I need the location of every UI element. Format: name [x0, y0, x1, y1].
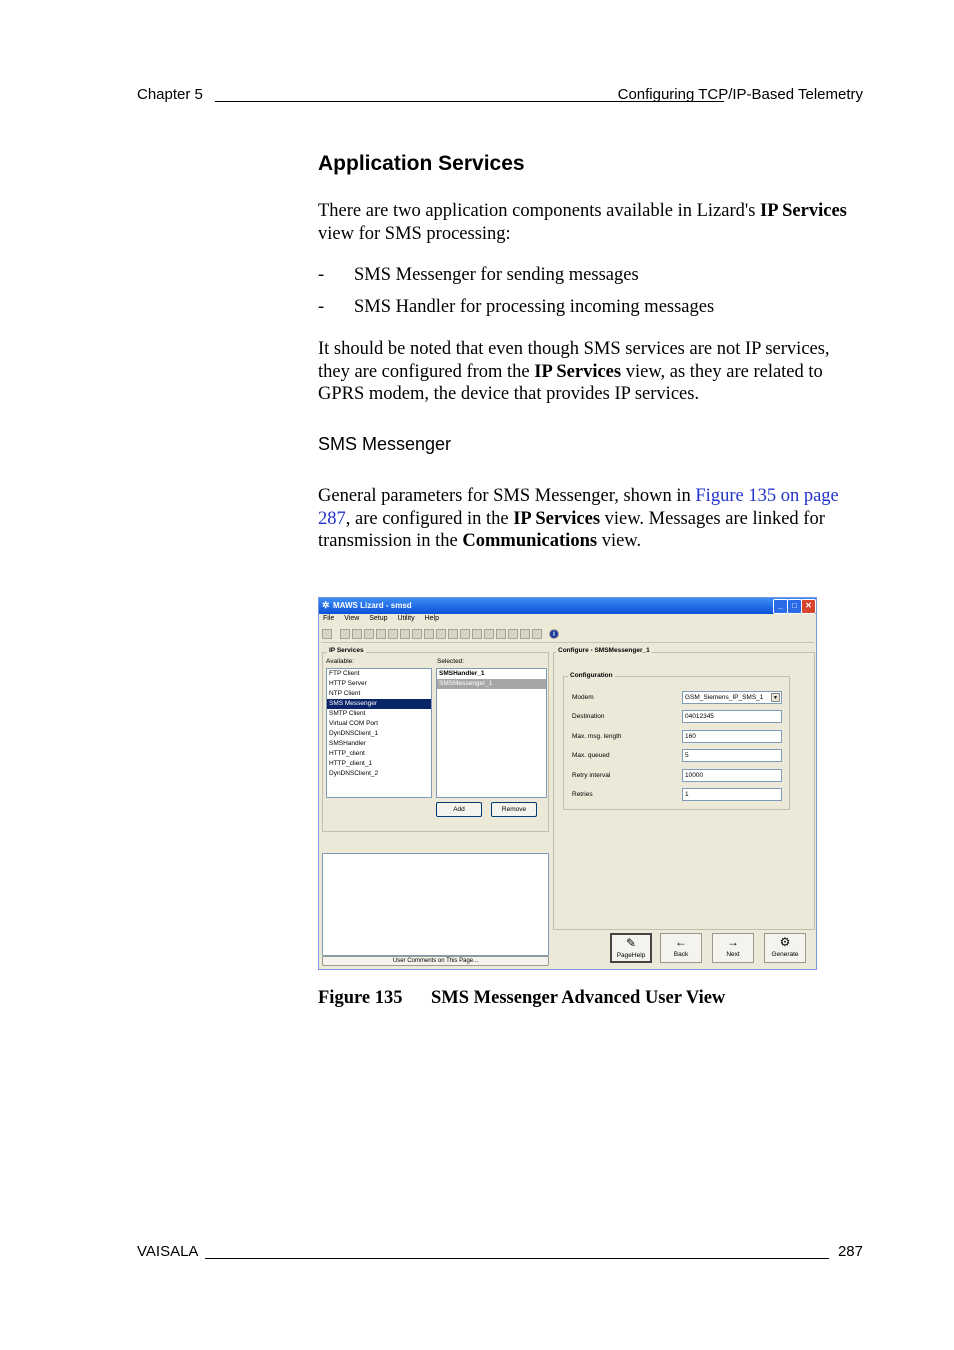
messenger-paragraph: General parameters for SMS Messenger, shown in Figure 135 on page 287, are configured in the IP Services view. Messages are linked for transmission in the Communications view. [318, 486, 839, 551]
figure-link[interactable]: Figure 135 on page 287 [318, 486, 839, 529]
toolbar-button-icon[interactable] [352, 629, 362, 639]
toolbar-button-icon[interactable] [460, 629, 470, 639]
toolbar-button-icon[interactable] [448, 629, 458, 639]
section-heading: Application Services [318, 152, 525, 175]
toolbar-button-icon[interactable] [340, 629, 350, 639]
lizard-window-screenshot [318, 597, 817, 970]
chapter-title: Configuring TCP/IP-Based Telemetry [617, 86, 863, 103]
list-item[interactable]: NTP Client [329, 690, 361, 697]
toolbar-button-icon[interactable] [424, 629, 434, 639]
selected-label: Selected: [437, 658, 465, 665]
list-item[interactable]: FTP Client [329, 670, 360, 677]
list-item[interactable]: HTTP_client [329, 750, 365, 757]
max-msg-length-label: Max. msg. length [572, 733, 622, 740]
list-item[interactable]: SMTP Client [329, 710, 366, 717]
list-item[interactable]: DynDNSClient_1 [329, 730, 379, 737]
minimize-icon[interactable]: _ [773, 599, 788, 614]
list-item[interactable]: SMSHandler_1 [439, 670, 485, 677]
destination-label: Destination [572, 713, 605, 720]
toolbar-button-icon[interactable] [496, 629, 506, 639]
add-button[interactable]: Add [436, 802, 482, 817]
list-item[interactable]: SMSMessenger_1 [437, 679, 546, 689]
menu-utility[interactable]: Utility [397, 615, 415, 622]
menu-help[interactable]: Help [424, 615, 439, 622]
page-header [137, 86, 863, 106]
footer-rule [205, 1258, 829, 1259]
chevron-down-icon[interactable]: ▼ [771, 693, 780, 702]
toolbar-button-icon[interactable] [520, 629, 530, 639]
next-button[interactable]: → Next [712, 933, 754, 963]
menu-setup[interactable]: Setup [369, 615, 388, 622]
title-bar [319, 598, 816, 614]
modem-select[interactable]: GSM_Siemens_IP_SMS_1 ▼ [682, 691, 782, 704]
figure-number: Figure 135 [318, 988, 403, 1008]
subsection-heading: SMS Messenger [318, 434, 452, 454]
toolbar-button-icon[interactable] [484, 629, 494, 639]
generate-button[interactable]: ⚙ Generate [764, 933, 806, 963]
toolbar-button-icon[interactable] [400, 629, 410, 639]
retries-field[interactable]: 1 [682, 788, 782, 801]
ip-services-label: IP Services [329, 647, 364, 654]
list-item[interactable]: DynDNSClient_2 [329, 770, 379, 777]
list-item[interactable]: HTTP_client_1 [329, 760, 372, 767]
list-item[interactable]: SMSHandler [329, 740, 366, 747]
max-queued-label: Max. queued [572, 752, 610, 759]
close-icon[interactable]: ✕ [801, 599, 816, 614]
note-paragraph: It should be noted that even though SMS services are not IP services, they are configured from the IP Services view, as they are related to GPRS modem, the device that provides IP services. [318, 339, 830, 404]
company-name: VAISALA [137, 1243, 199, 1260]
remove-button[interactable]: Remove [491, 802, 537, 817]
toolbar-button-icon[interactable] [532, 629, 542, 639]
page-number: 287 [837, 1243, 863, 1260]
menu-file[interactable]: File [323, 615, 335, 622]
app-icon: ✲ [322, 600, 330, 610]
arrow-left-icon: ← [675, 935, 687, 949]
figure-title: SMS Messenger Advanced User View [431, 988, 726, 1008]
window-title: MAWS Lizard - smsd [333, 601, 412, 610]
retry-interval-label: Retry interval [572, 772, 611, 779]
back-button[interactable]: ← Back [660, 933, 702, 963]
help-icon: ✎ [625, 936, 637, 950]
pagehelp-button[interactable]: ✎ PageHelp [610, 933, 652, 963]
available-label: Available: [326, 658, 355, 665]
arrow-right-icon: → [727, 935, 739, 949]
toolbar-button-icon[interactable] [412, 629, 422, 639]
destination-field[interactable]: 04012345 [682, 710, 782, 723]
configure-label: Configure - SMSMessenger_1 [558, 647, 650, 654]
toolbar [321, 628, 814, 643]
selected-list[interactable] [436, 668, 547, 798]
toolbar-button-icon[interactable] [436, 629, 446, 639]
toolbar-button-icon[interactable] [472, 629, 482, 639]
menu-view[interactable]: View [344, 615, 360, 622]
configuration-group [563, 672, 790, 810]
max-queued-field[interactable]: 5 [682, 749, 782, 762]
maximize-icon[interactable]: □ [787, 599, 802, 614]
toolbar-button-icon[interactable] [364, 629, 374, 639]
retry-interval-field[interactable]: 10000 [682, 769, 782, 782]
toolbar-button-icon[interactable] [376, 629, 386, 639]
list-item[interactable]: SMS Messenger [327, 699, 431, 709]
gears-icon: ⚙ [779, 935, 791, 949]
toolbar-button-icon[interactable] [322, 629, 332, 639]
retries-label: Retries [572, 791, 593, 798]
modem-label: Modem [572, 694, 594, 701]
intro-paragraph: There are two application components available in Lizard's IP Services view for SMS processing: [318, 201, 847, 244]
menu-bar [323, 615, 447, 626]
page-footer [137, 1243, 863, 1263]
chapter-label: Chapter 5 [137, 86, 203, 103]
user-comments-box[interactable] [322, 853, 549, 956]
info-icon[interactable]: i [549, 629, 559, 639]
available-list[interactable] [326, 668, 432, 798]
toolbar-button-icon[interactable] [508, 629, 518, 639]
toolbar-button-icon[interactable] [388, 629, 398, 639]
user-comments-button[interactable]: User Comments on This Page... [322, 956, 549, 966]
list-item[interactable]: HTTP Server [329, 680, 367, 687]
list-item[interactable]: Virtual COM Port [329, 720, 379, 727]
configuration-label: Configuration [570, 672, 613, 679]
figure-caption [318, 988, 725, 1009]
max-msg-length-field[interactable]: 160 [682, 730, 782, 743]
